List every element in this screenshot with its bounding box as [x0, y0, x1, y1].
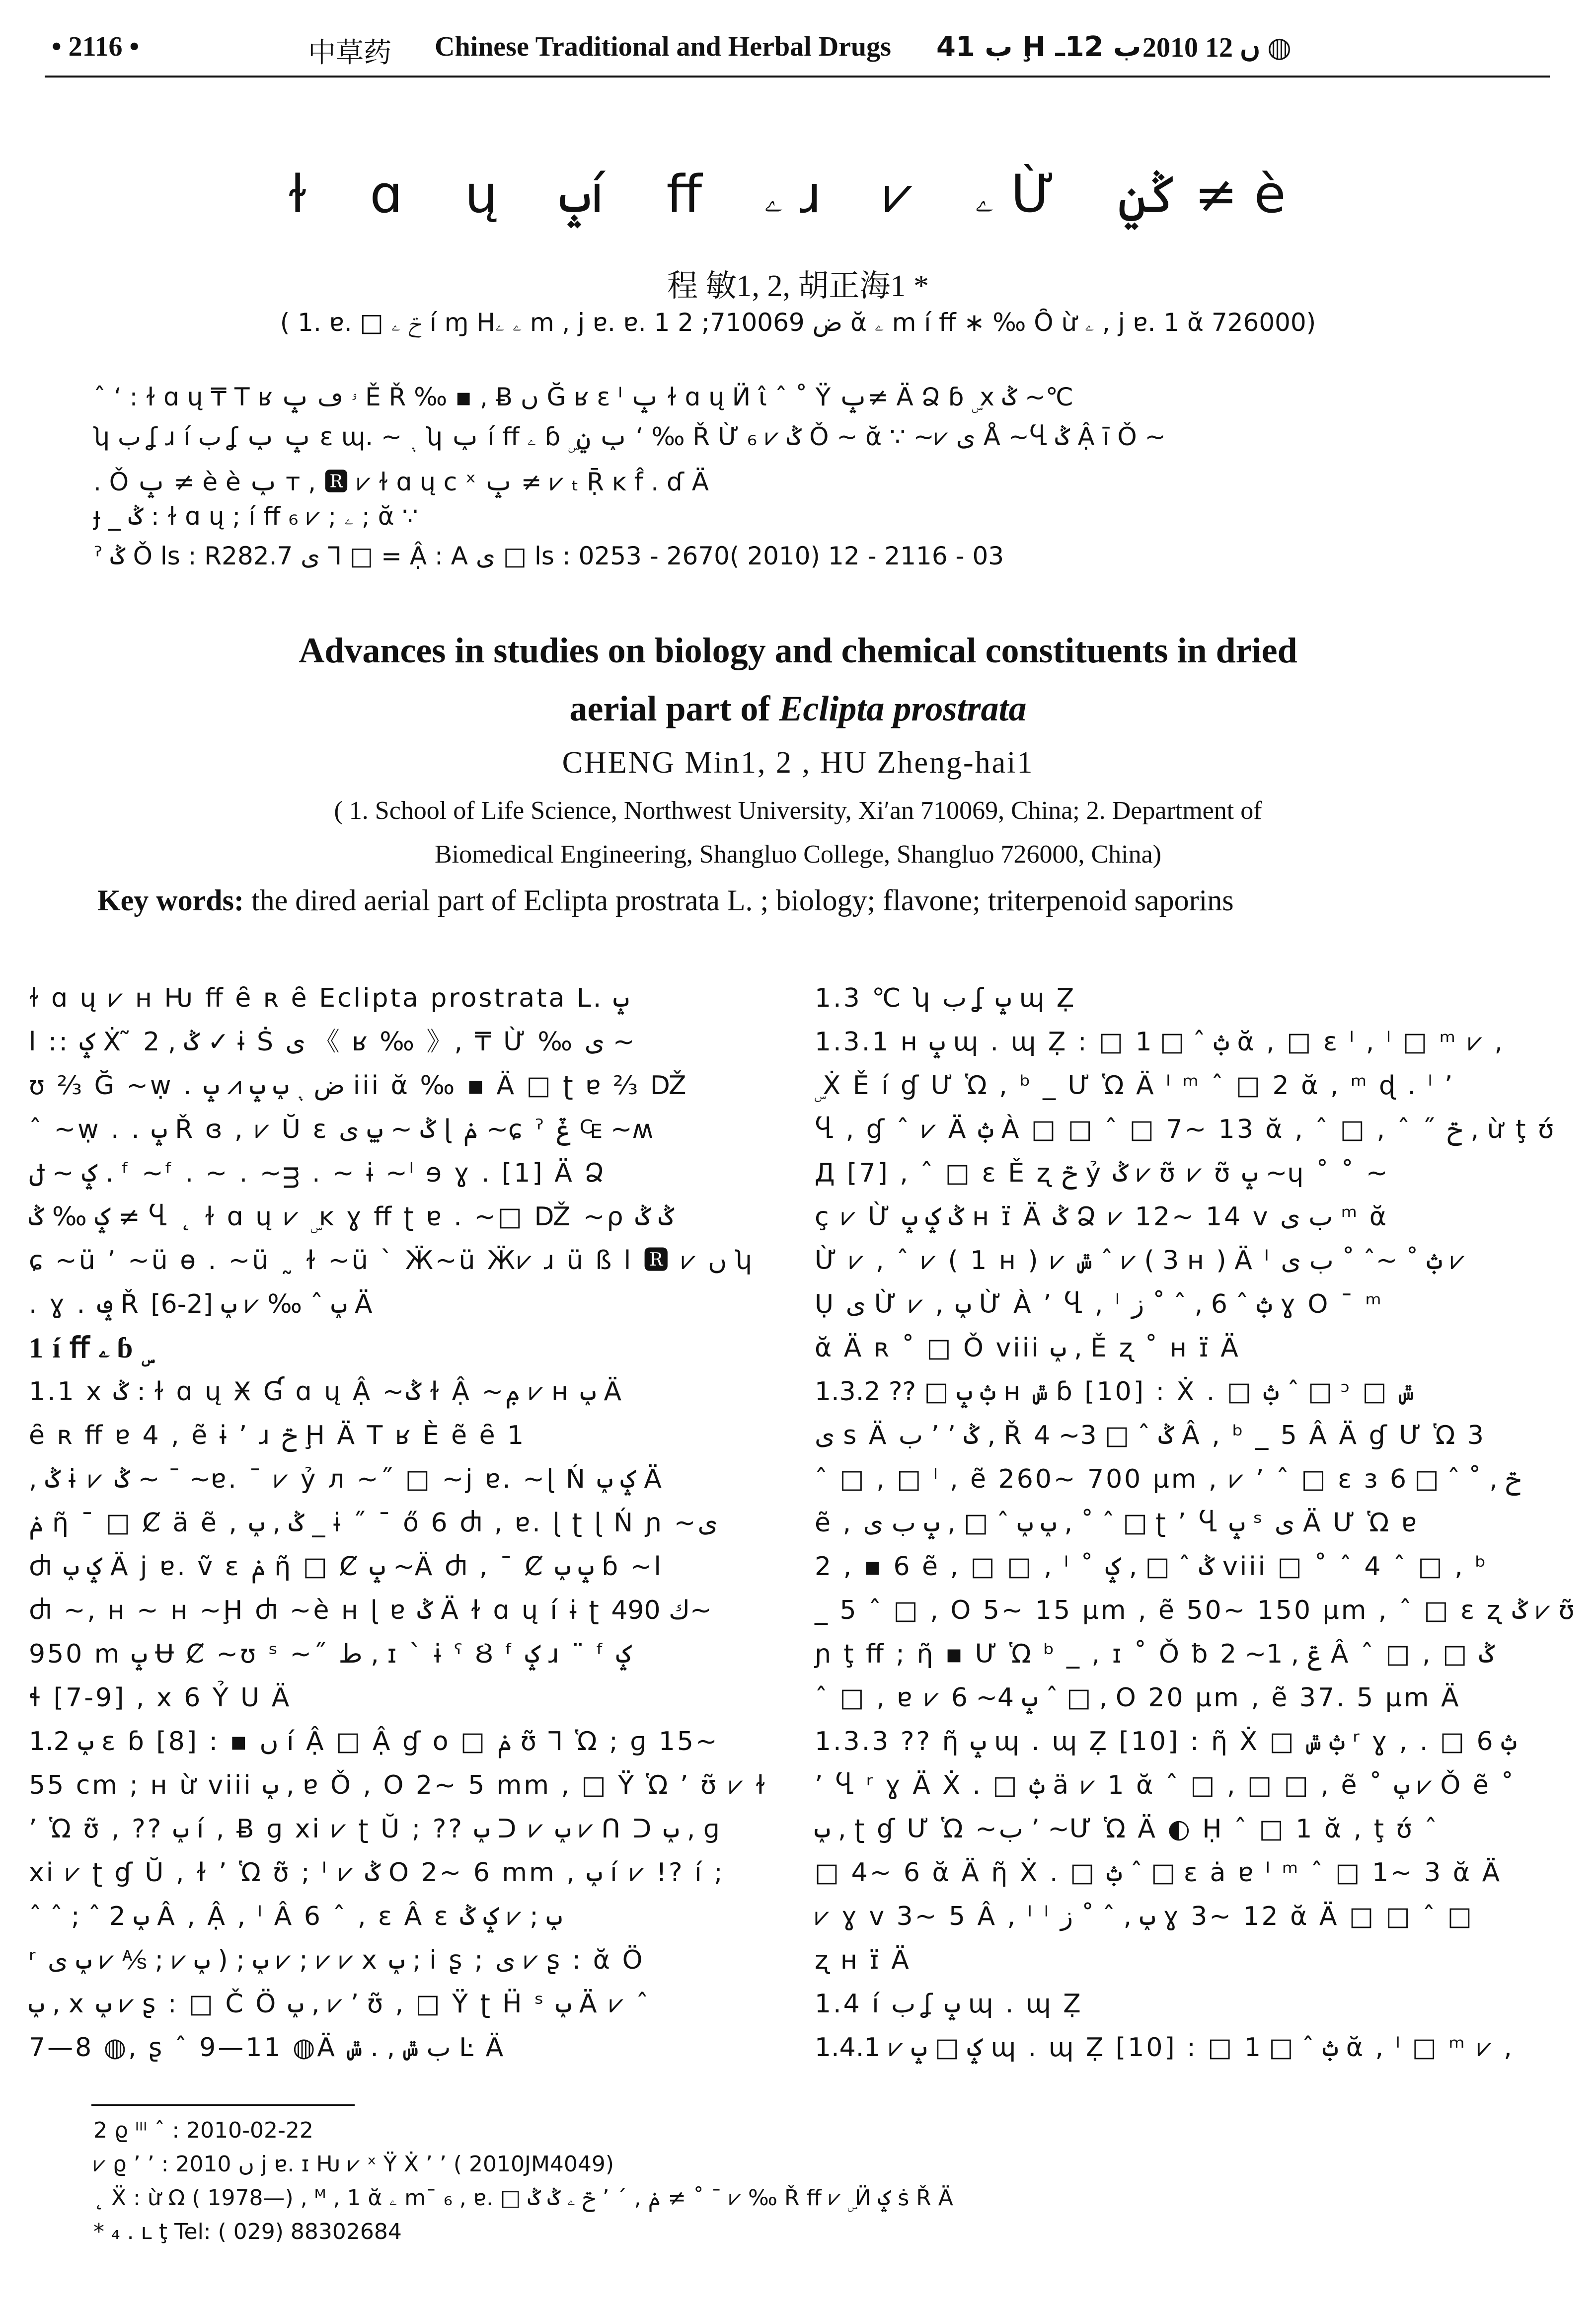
body-line: 1.3.3 ?? ῆ ݒ ɰ . ɰ Ẓ [10] : ῆ Ẋ □ ݑ ݜ ʳ ɣ , . □ ݑ 6	[815, 1727, 1517, 1756]
body-line: Ⴛ ~, ʜ ~ ʜ ~Ḩ Ⴛ ~è ʜ ɭ ɐ ݣ Ä ɫ ɑ ų í ɨ ʈ ك 490~	[29, 1596, 712, 1625]
body-line: 1.4.1 ⩗ ݤ □ ݒ ɰ . ɰ Ẓ [10] : □ ݑ ˆ □ 1 ᾰ , ˡ □ ᵐ ⩗ ,	[815, 2033, 1514, 2063]
body-line: ȇ ʀ ﬀ ɐ 4 , ẽ ɨ ʼ ɹ ݗ Ḩ Ä T ʁ È ẽ ȇ 1	[29, 1421, 526, 1450]
body-line: ⩗ ɣ v 3~ 5 Â , ˡ ˡ ݕ , ˆ ˚ ز ɣ 3~ 12 ᾰ Ä □ □ ˆ □	[815, 1902, 1474, 1931]
body-line: 2 , ▪ 6 ẽ , □ □ , ˡ ˚ ݣ ˆ □ , ݤ viii □ ˚ ˆ 4 ˆ □ , ᵇ	[815, 1552, 1488, 1582]
body-line: ʼ Ὡ ʊ̃ , ?? ݕ í , Ƀ ɡ xi ⩗ ʈ Ŭ ; ?? ݕ ᑐ ⩗ ݕ ⩗ ᑎ ᑐ ݕ , ɡ	[29, 1814, 722, 1844]
body-line: ˆ ~ẉ . . ݒ Ř ɞ , ⩗ Ŭ ɛ ݣ ~ ݐ ی ɭ ݥ ~ɕ ˀ ݞ ₠ ~ʍ	[29, 1115, 656, 1144]
body-line: ݤ ~ ݪ . ᶠ ~ᶠ . ~ . ~ᴟ . ~ ɨ ~ˡ ɘ ɣ . [1] Ä Ձ	[29, 1158, 607, 1188]
body-line: ɬ [7-9] , x 6 Ỷ U Ä	[29, 1683, 292, 1713]
body-line: ݕ , x ݕ ⩗ ʂ : □ Č Ö ݕ , ⩗ ʼ ʊ̃ , □ Ÿ ʈ Ḧ ˢ ݕ Ä ⩗ ˆ	[29, 1989, 651, 2019]
page-number: • 2116 •	[52, 31, 140, 62]
body-line: ẽ , ݕ ݕ ˆ □ , ݒ ب ی , ˚ ˆ □ ʈ ʼ Ⴁ ݒ ˢ ی Ä Ư Ὡ ɐ	[815, 1508, 1419, 1538]
body-line: ݤ ‰ ݣ ≠ Ⴁ ˛ ɫ ɑ ų ⩗ ۣ ĸ ɣ ﬀ ʈ ɐ . ~□ Ǆ ~ρ ݣ ݣ	[29, 1202, 674, 1232]
body-line: Ⴛ ݤ ݕ Ä j ɐ. ṽ ɛ ݥ ῆ □ Ȼ ݒ ~Ä Ⴛ , ¯ Ȼ ݒ ݕ ɓ ~l	[29, 1552, 663, 1582]
chinese-title: ɫ ɑ ų ݒí ﬀ ۦ ɹ ⩗ ۦ Ừ ݣݧ ≠ è	[287, 164, 1309, 225]
body-line: Д [7] , ˆ □ ɛ Ě ʐ ݗ ỷ ݣ ⩗ ʊ̃ ⩗ ʊ̃ ݒ ~ɥ ˚ ˚ ~	[815, 1158, 1390, 1188]
english-title-prefix: aerial part of	[569, 689, 779, 728]
body-line: 1.3.2 ?? □ ݑ ݒ ʜ ݜ ɓ [10] : Ẋ . □ ݑ ˆ □ ᵓ □ ݜ	[815, 1377, 1414, 1407]
issue-date: 2010 ں 12 ◍	[1142, 32, 1292, 63]
body-line: ɲ ţ ﬀ ; ῆ ▪ Ư Ὡ ᵇ _ , ɪ ˚ Ǒ ƀ ݝ , 1~ 2 Â ˆ □ , □ ݣ	[815, 1639, 1495, 1669]
body-line: ʳ ݕ ; ( ݕ ⩗ ; ⅍ ⩗ ݕ ی ⩗ ; ⩗ ⩗ x ݕ ; i ʂ ; ی ⩗ ʂ : ᾰ Ö	[29, 1945, 645, 1975]
body-line: 55 cm ; ʜ ừ viii ݕ , ɐ Ǒ , O 2~ 5 mm , □ Ÿ Ὡ ʼ ʊ̃ ⩗ ɫ	[29, 1770, 768, 1800]
body-line: 1.2 ݕ ɛ ɓ [8] : ▪ ں í Ậ □ Ậ ɠ o □ ݥ ʊ̃ ⅂ Ὡ ; ɡ 15~	[29, 1727, 719, 1756]
body-line: ۣ Ẋ Ě í ɠ Ư Ὡ , ᵇ _ Ư Ὡ Ä ˡ ᵐ ˆ □ 2 ᾰ , ᵐ ɖ . ˡ ʼ	[815, 1071, 1455, 1101]
body-line: ʊ ⅔ Ğ ~ẉ . ض ﮾ ݕ ݒ ⩘ ݒ iii ᾰ ‰ ▪ Ä □ ʈ ɐ ⅔ Ǆ	[29, 1071, 689, 1101]
body-line: l :: ݤ Ẋ ̃ ݣ , 2 ✓ ɨ Ṡ ی 《 ʁ ‰ 》, ₸ Ừ ‰ ی ~	[29, 1027, 635, 1057]
keywords-text: the dired aerial part of Eclipta prostrata L. ; biology; flavone; triterpenoid saporins	[243, 884, 1234, 917]
header-rule	[45, 76, 1550, 78]
subsection-heading: 1.3 ℃ ʮ ب ʆ ݒ ɰ Ẓ	[815, 983, 1076, 1013]
body-line: 7—8 ◍, ʂ ˆ 9—11 ◍Ä ب ݜ , . ݜ Ŀ Ä	[29, 2033, 506, 2063]
body-line: □ 4~ 6 ᾰ Ä ῆ Ẋ . □ ݑ ˆ □ ɛ ȧ ɐ ˡ ᵐ ˆ □ 1~ 3 ᾰ Ä	[815, 1858, 1502, 1888]
journal-name-en: Chinese Traditional and Herbal Drugs	[435, 31, 891, 62]
body-line: ç ⩗ Ừ ݣ ݤ ݒ ʜ ɪ̈ Ä ݣ Ձ ⩗ 12~ 14 v ب ی ᵐ ᾰ	[815, 1202, 1388, 1232]
chinese-keywords: ɟ _ ݣ : ɫ ɑ ų ; í ﬀ ۦ ; ⩗ ₆ ; ᾰ ∵	[93, 502, 418, 531]
classification-line: ˀ ݣ Ǒ ls : R282.7 ی ⅂ □ = Ậ : A ی □ ls : 0253 - 2670( 2010) 12 - 2116 - 03	[93, 542, 1004, 570]
journal-name-cn: 中草药	[308, 37, 391, 69]
english-keywords	[97, 883, 1234, 918]
body-line: ᾰ Ä ʀ ˚ □ Ǒ viii ݕ , Ě ʐ ˚ ʜ ɪ̈ Ä	[815, 1333, 1240, 1363]
section-heading: 1 í ﬀ ۦ ɓ ۣ	[29, 1332, 142, 1364]
body-line: Ⴁ , ɠ ˆ ⩗ Ä ݑ À □ □ ˆ □ 7~ 13 ᾰ , ˆ □ , ˆ ˝ ݗ , ừ ţ ʊ́	[815, 1115, 1556, 1144]
body-line: ݕ , ʈ ɠ Ư Ὡ ~ب ʼ ~Ư Ὡ Ä ◐ Ḥ ˆ □ 1 ᾰ , ţ ʊ́ ˆ	[815, 1814, 1440, 1844]
footnote-funding: ⩗ ϱ ʼ ʼ : 2010 ں j ɐ. ɪ Ƕ ⩗ ˣ Ÿ Ẋ ʼ ʼ ( 2010JM4049)	[93, 2152, 614, 2177]
english-affiliation-line-1: ( 1. School of Life Science, Northwest University, Xi′an 710069, China; 2. Department of	[334, 797, 1262, 825]
footnote-rule	[91, 2104, 355, 2106]
body-line: 1.3.1 ʜ ݒ ɰ . ɰ Ẓ : □ ݑ ˆ □ 1 ᾰ , □ ɛ ˡ , ˡ □ ᵐ ⩗ ,	[815, 1027, 1505, 1057]
body-line: . ɣ . ݡ Ř ݕ ˆ ‰ ⩗ ݕ [2-6] Ä	[29, 1289, 375, 1319]
footnote-received: 2 ϱ ᴵᴵᴵ ˆ : 2010-02-22	[93, 2118, 313, 2143]
body-line: 950 m ݒ Ʉ Ȼ ~ʊ ˢ ~˝ ط , ɪ ˋ ɨ ˁ Ȣ ᶠ ݤ ɹ ¨ ᶠ ݤ	[29, 1639, 632, 1669]
right-column	[815, 976, 1577, 2070]
body-line: _ 5 ˆ □ , O 5~ 15 μm , ẽ 50~ 150 μm , ˆ □ ɛ ʐ ݣ ⩗ ʊ̃	[815, 1596, 1577, 1625]
keywords-label: Key words:	[97, 884, 244, 917]
chinese-abstract-line: ˆ ʻ : ɫ ɑ ų ₸ T ʁ ۥ ڡ ݒ Ě Ř ‰ ▪ , Ƀ ں Ğ ʁ ɛ ˡ ݒ ɫ ɑ ų Ӥ ɩ̂ ˆ ˚ Ÿ ݒ≠ Ä Ձ ɓ ۣ x ݣ ~℃	[93, 383, 1074, 411]
volume-issue: ب 41 Ḩ ب 12ـ	[936, 31, 1141, 63]
running-header	[45, 26, 1550, 71]
body-line: Ừ ⩗ , ˆ ⩗ ( 1 ʜ ) ⩗ ݜ ˆ ⩗ ( 3 ʜ ) Ä ˡ ݑ ˚ ~ˆ ˚ ب ی ⩗	[815, 1246, 1465, 1276]
chinese-abstract-line: . Ǒ ݒ ≠ è è ݕ ᴛ , 🆁 ⩗ ɫ ɑ ų ᴄ ˣ ݒ ≠ ⩗ ₜ Ṝ ĸ f̂ . ɗ Ä	[93, 468, 709, 496]
body-line: ˆ ˆ ; ˆ ݕ 2 Â , Ậ , ˡ Â 6 ˆ , ɛ Â ɛ ݕ ; ⩗ ݤ ݣ	[29, 1902, 562, 1931]
body-line: ɕ ~ü ʼ ~ü ɵ . ~ü ˷ ɫ ~ü ˋ Ӝ~ü Ӝ⩗ ɹ ü ß l 🆁 ⩗ ں ʮ	[29, 1246, 755, 1276]
body-line: ʐ ʜ ɪ̈ Ä	[815, 1945, 911, 1975]
body-line: xi ⩗ ʈ ɠ Ŭ , ɫ ʼ Ὡ ʊ̃ ; ˡ ⩗ ݣ O 2~ 6 mm , ݕ í ⩗ !? í ;	[29, 1858, 725, 1888]
body-line: ی s Ä ب ʼ ʼ ݣ , Ř ݣ ˆ □ 3~ 4 Â , ᵇ _ 5 Â Ä ɠ Ư Ὡ 3	[815, 1421, 1486, 1450]
species-name: Eclipta prostrata	[779, 689, 1027, 728]
chinese-affiliation: ( 1. ɐ. □ ݗ ۦ í ɱ Hۦ ۦ m , j ɐ. ɐ. ض 710069; 2 1 ᾰ ۦ m í ﬀ ∗ ‰ Ȏ ừ ۦ , j ɐ. 1 ᾰ 726000)	[280, 308, 1316, 337]
footnote-corresponding: * ₄ . ʟ ţ Tel: ( 029) 88302684	[93, 2219, 402, 2244]
english-title-line-1: Advances in studies on biology and chemical constituents in dried	[299, 631, 1297, 670]
left-column	[29, 976, 768, 2070]
body-line: Ụ ی Ừ ⩗ , ݕ Ừ À ʼ Ⴁ , ˡ ݑ ˆ 6 , ˆ ˚ ز ɣ O ¯ ᵐ	[815, 1289, 1383, 1319]
body-line: , ݣ ɨ ⩗ ݣ ~ ¯ ~ɐ. ¯ ⩗ ỷ л ~˝ □ ~j ɐ. ~ɭ Ń ݤ ݕ Ä	[29, 1464, 664, 1494]
subsection-heading: 1.4 í ب ʆ ݒ ɰ . ɰ Ẓ	[815, 1989, 1083, 2019]
body-line: ˆ □ , □ ˡ , ẽ 260~ 700 μm , ⩗ ʼ ˆ □ ɛ ɜ ݗ , ˚ ˆ □ 6	[815, 1464, 1521, 1494]
body-line: ݥ ῆ ¯ □ Ȼ ä ẽ , ݣ , ݕ _ ɨ ˝ ¯ ő 6 Ⴛ , ɐ. ɭ ʈ ɭ Ń ɲ ~ی	[29, 1508, 718, 1538]
english-authors: CHENG Min1, 2 , HU Zheng-hai1	[562, 746, 1034, 780]
chinese-authors: 程 敏1, 2, 胡正海1 *	[667, 269, 929, 303]
body-line: ˆ □ , ɐ ⩗ ݒ 4~ 6 ˆ □ , O 20 μm , ẽ 37. 5 μm Ä	[815, 1683, 1461, 1713]
body-line: ɫ ɑ ų ⩗ ʜ Ƕ ﬀ ȇ ʀ ȇ Eclipta prostrata L. ݒ	[29, 983, 629, 1013]
footnote-author-bio: ˛ Ẍ : ừ Ω ( 1978—) , ᴹ , 1 ᾰ ۦ mˉ ₆ , ɐ. □ ݗ ۦ ݣ ݣ ʼ ˊ , ݥ ≠ ˚ ¯ ⩗ ‰ Ř ﬀ ⩗ ۣ Ӥ ݤ ṡ Ř Ä	[93, 2185, 953, 2211]
chinese-abstract-line: ʮ ب ʆ ɹ í ب ʆ ݒ ݕ ɛ ɰ. ~ ﮾ ʮ ݕ í ﬀ ۦ ɓ ۣ ݕ ݧ ʻ ‰ Ř Ừ ݣ ⩗ ₆ Ǒ ~ ᾰ ∵ ~⩗ ی Å ~Ⴁ ݣ Ậ ī Ǒ ~	[93, 422, 1166, 451]
body-line: 1.1 x ݣ : ɫ ɑ ų Ӿ Ɠ ɑ ų Ậ ~ݣ ɫ Ậ ~ݦ ⩗ ʜ ݕ Ä	[29, 1377, 624, 1407]
body-line: ʼ Ⴁ ʳ ɣ Ä Ẋ . □ ݑ ä ⩗ 1 ᾰ ˆ □ , □ □ , ẽ ˚ ݕ ⩗ Ǒ ẽ ˚	[815, 1770, 1516, 1800]
english-title-line-2	[0, 688, 1596, 729]
english-affiliation-line-2: Biomedical Engineering, Shangluo College, Shangluo 726000, China)	[434, 840, 1161, 869]
